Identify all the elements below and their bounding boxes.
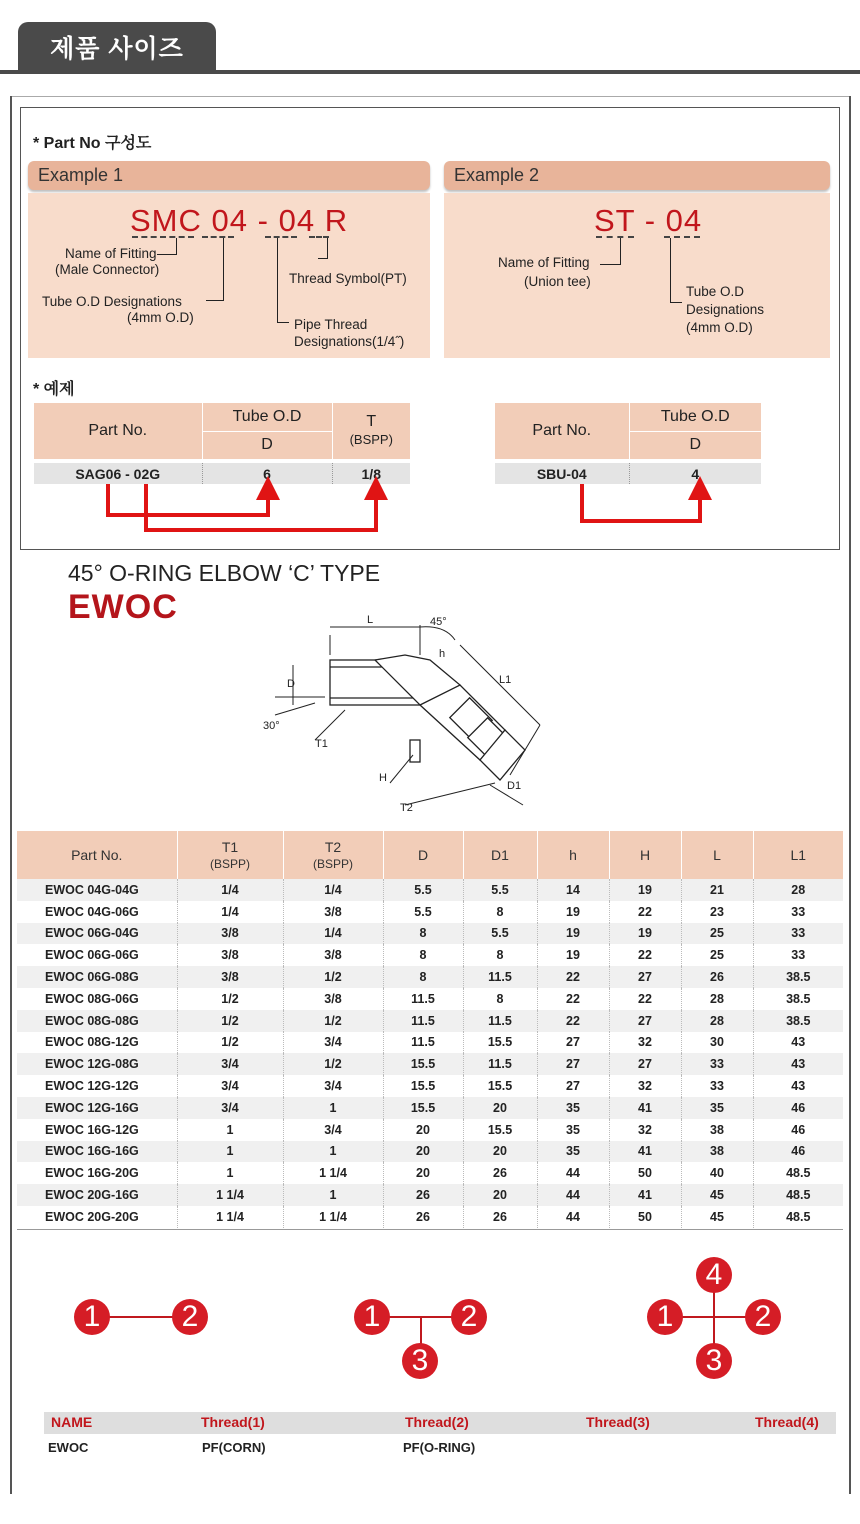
- code-04c: 04: [665, 203, 703, 238]
- table-cell: 38.5: [753, 1010, 843, 1032]
- table-cell: 33: [791, 948, 806, 963]
- label-pipe-thread: Pipe Thread: [294, 317, 368, 332]
- ex2-d: 4: [629, 463, 761, 484]
- table-cell: 27: [609, 966, 681, 988]
- table-cell: 8: [463, 944, 537, 966]
- table-cell: 8: [383, 944, 463, 966]
- table-cell: 15.5: [383, 1097, 463, 1119]
- table-cell: 33: [681, 1075, 753, 1097]
- table-cell: 1 1/4: [283, 1162, 383, 1184]
- table-cell: 15.5: [383, 1053, 463, 1075]
- table-cell: 44: [537, 1206, 609, 1228]
- table-cell: 30: [681, 1032, 753, 1054]
- cell-part-no: EWOC 04G-04G: [17, 879, 177, 901]
- table-cell: 43: [791, 1035, 806, 1050]
- dim-d: D: [287, 678, 295, 690]
- elbow-diagram: [255, 605, 555, 823]
- dim-t1: T1: [315, 738, 328, 750]
- label-male-connector: (Male Connector): [55, 262, 160, 277]
- cell-part-no: EWOC 06G-04G: [17, 923, 177, 945]
- col-l: L: [681, 831, 753, 879]
- table-row: [17, 879, 843, 901]
- code-st: ST: [594, 203, 636, 238]
- table-cell: 15.5: [463, 1032, 537, 1054]
- code-smc: SMC: [130, 203, 202, 238]
- dim-angle: 45°: [430, 616, 447, 628]
- spec-table-bottom-rule: [17, 1229, 843, 1230]
- ex1-h-part: Part No.: [34, 403, 202, 459]
- table-cell: 20: [383, 1141, 463, 1163]
- table-cell: 8: [463, 901, 537, 923]
- code-04a: 04: [211, 203, 248, 238]
- ex2-part: SBU-04: [495, 463, 629, 484]
- table-cell: 3/8: [177, 923, 283, 945]
- table-cell: 15.5: [463, 1075, 537, 1097]
- ex1-h-tube: Tube O.D: [202, 403, 332, 431]
- table-cell: 43: [791, 1079, 806, 1094]
- table-cell: 33: [791, 904, 806, 919]
- table-cell: 3/4: [283, 1075, 383, 1097]
- table-cell: 50: [609, 1206, 681, 1228]
- table-row: [17, 1141, 843, 1163]
- table-cell: 22: [537, 988, 609, 1010]
- ex2-h-d: D: [629, 431, 761, 459]
- table-cell: 26: [463, 1206, 537, 1228]
- col-big-h: H: [609, 831, 681, 879]
- label-thread-symbol: Thread Symbol(PT): [289, 271, 407, 286]
- table-cell: 1: [283, 1141, 383, 1163]
- table-cell: 20: [463, 1141, 537, 1163]
- ex1-h-t-sub: (BSPP): [349, 432, 393, 447]
- cell-part-no: EWOC 20G-20G: [17, 1206, 177, 1228]
- cell-part-no: EWOC 16G-12G: [17, 1119, 177, 1141]
- thread-h-1: Thread(1): [201, 1414, 265, 1430]
- port-1-b: 1: [354, 1299, 390, 1335]
- col-part-no: Part No.: [17, 831, 177, 879]
- table-cell: 8: [463, 988, 537, 1010]
- table-cell: 1: [177, 1119, 283, 1141]
- port-3-c: 3: [696, 1343, 732, 1379]
- table-cell: 45: [681, 1184, 753, 1206]
- table-row: [17, 1032, 843, 1054]
- table-cell: 48.5: [753, 1184, 843, 1206]
- table-cell: 5.5: [383, 901, 463, 923]
- table-cell: 11.5: [463, 1010, 537, 1032]
- part-no-title: * Part No 구성도: [33, 135, 152, 152]
- table-cell: 32: [609, 1119, 681, 1141]
- cell-part-no: EWOC 06G-08G: [17, 966, 177, 988]
- table-cell: 35: [537, 1141, 609, 1163]
- label2-union-tee: (Union tee): [524, 274, 591, 289]
- table-cell: 25: [681, 944, 753, 966]
- product-subtitle: 45° O-RING ELBOW ‘C’ TYPE: [68, 560, 381, 586]
- table-cell: 3/4: [283, 1119, 383, 1141]
- page-section-tab: 제품 사이즈: [18, 22, 216, 72]
- example-arrows: [0, 0, 860, 560]
- table-row: [17, 1010, 843, 1032]
- dim-30: 30°: [263, 720, 280, 732]
- example1-header: Example 1: [28, 161, 430, 190]
- thread-h-3: Thread(3): [586, 1414, 650, 1430]
- cell-part-no: EWOC 12G-16G: [17, 1097, 177, 1119]
- dim-t2: T2: [400, 802, 413, 814]
- table-cell: 11.5: [463, 966, 537, 988]
- table-cell: 3/4: [177, 1097, 283, 1119]
- table-cell: 35: [681, 1097, 753, 1119]
- table-cell: 46: [791, 1122, 806, 1137]
- table-cell: 3/8: [283, 988, 383, 1010]
- col-l1: L1: [753, 831, 843, 879]
- table-cell: 1/4: [283, 923, 383, 945]
- table-cell: 1/2: [283, 1010, 383, 1032]
- table-cell: 46: [753, 1141, 843, 1163]
- cell-part-no: EWOC 08G-08G: [17, 1010, 177, 1032]
- cell-part-no: EWOC 16G-16G: [17, 1141, 177, 1163]
- table-cell: 19: [537, 901, 609, 923]
- table-cell: 50: [609, 1162, 681, 1184]
- table-row: [17, 1075, 843, 1097]
- table-cell: 11.5: [383, 1032, 463, 1054]
- table-cell: 1 1/4: [177, 1206, 283, 1228]
- table-cell: 32: [609, 1075, 681, 1097]
- example-section-title: * 예제: [33, 381, 75, 398]
- table-cell: 11.5: [383, 988, 463, 1010]
- table-cell: 8: [383, 923, 463, 945]
- table-cell: 3/4: [177, 1075, 283, 1097]
- table-cell: 1: [177, 1141, 283, 1163]
- code-dash: -: [257, 203, 269, 238]
- spec-table: [17, 831, 843, 1228]
- table-cell: 11.5: [383, 1010, 463, 1032]
- cell-part-no: EWOC 08G-12G: [17, 1032, 177, 1054]
- table-cell: 1 1/4: [283, 1206, 383, 1228]
- thread-v-name: EWOC: [48, 1440, 89, 1455]
- port-2-a: 2: [172, 1299, 208, 1335]
- table-cell: 48.5: [786, 1209, 811, 1224]
- table-cell: 22: [609, 988, 681, 1010]
- example2-header: Example 2: [444, 161, 830, 190]
- table-cell: 1 1/4: [177, 1184, 283, 1206]
- table-cell: 3/4: [177, 1053, 283, 1075]
- dim-h: h: [439, 648, 446, 660]
- table-cell: 48.5: [786, 1166, 811, 1181]
- cell-part-no: EWOC 12G-08G: [17, 1053, 177, 1075]
- port-1-a: 1: [74, 1299, 110, 1335]
- table-cell: 3/4: [283, 1032, 383, 1054]
- thread-h-2: Thread(2): [405, 1414, 469, 1430]
- table-cell: 45: [681, 1206, 753, 1228]
- table-cell: 15.5: [463, 1119, 537, 1141]
- spec-header-row: [17, 831, 843, 879]
- ex2-h-part: Part No.: [495, 403, 629, 459]
- table-cell: 5.5: [463, 923, 537, 945]
- thread-h-4: Thread(4): [755, 1414, 819, 1430]
- table-cell: 22: [537, 966, 609, 988]
- table-cell: 27: [609, 1053, 681, 1075]
- cell-part-no: EWOC 08G-06G: [17, 988, 177, 1010]
- table-cell: 19: [609, 923, 681, 945]
- table-cell: 44: [537, 1162, 609, 1184]
- table-cell: 33: [753, 923, 843, 945]
- table-cell: 41: [609, 1097, 681, 1119]
- table-cell: 27: [537, 1053, 609, 1075]
- cell-part-no: EWOC 20G-16G: [17, 1184, 177, 1206]
- table-cell: 43: [753, 1053, 843, 1075]
- table-cell: 25: [681, 923, 753, 945]
- table-cell: 3/8: [283, 944, 383, 966]
- label-tube-od: Tube O.D Designations: [42, 294, 182, 309]
- table-cell: 19: [537, 923, 609, 945]
- label2-tube-od-sub: (4mm O.D): [686, 320, 753, 335]
- table-cell: 1: [177, 1162, 283, 1184]
- table-cell: 26: [463, 1162, 537, 1184]
- ex2-h-tube: Tube O.D: [629, 403, 761, 431]
- table-cell: 35: [537, 1119, 609, 1141]
- cell-part-no: EWOC 04G-06G: [17, 901, 177, 923]
- table-cell: 1/2: [177, 988, 283, 1010]
- table-cell: 23: [681, 901, 753, 923]
- label-name-of-fitting: Name of Fitting: [65, 246, 157, 261]
- table-cell: 28: [681, 988, 753, 1010]
- table-cell: 5.5: [463, 879, 537, 901]
- table-cell: 20: [463, 1097, 537, 1119]
- table-cell: 44: [537, 1184, 609, 1206]
- table-row: [17, 1162, 843, 1184]
- label2-name-of-fitting: Name of Fitting: [498, 255, 590, 270]
- table-row: [17, 988, 843, 1010]
- table-cell: 38.5: [753, 966, 843, 988]
- ex1-d: 6: [202, 463, 332, 484]
- port-2-b: 2: [451, 1299, 487, 1335]
- thread-h-name: NAME: [51, 1414, 93, 1430]
- cell-part-no: EWOC 16G-20G: [17, 1162, 177, 1184]
- table-row: [17, 944, 843, 966]
- ex1-h-t-main: T: [366, 413, 377, 430]
- dim-l1: L1: [499, 674, 512, 686]
- table-cell: 41: [609, 1184, 681, 1206]
- table-cell: 35: [537, 1097, 609, 1119]
- col-t2: T2 (BSPP): [283, 831, 383, 879]
- table-cell: 1/4: [177, 879, 283, 901]
- table-cell: 28: [681, 1010, 753, 1032]
- table-cell: 1/4: [283, 879, 383, 901]
- table-cell: 1: [283, 1097, 383, 1119]
- table-cell: 1/2: [283, 1053, 383, 1075]
- port-4-c: 4: [696, 1257, 732, 1293]
- table-cell: 38.5: [786, 991, 811, 1006]
- thread-v-2: PF(O-RING): [403, 1440, 476, 1455]
- table-cell: 27: [537, 1075, 609, 1097]
- table-row: [17, 923, 843, 945]
- cell-part-no: EWOC 06G-06G: [17, 944, 177, 966]
- table-cell: 21: [681, 879, 753, 901]
- col-d1: D1: [463, 831, 537, 879]
- table-cell: 19: [537, 944, 609, 966]
- table-cell: 27: [609, 1010, 681, 1032]
- table-cell: 11.5: [463, 1053, 537, 1075]
- label2-tube-od: Tube O.D: [686, 284, 745, 299]
- table-row: [17, 901, 843, 923]
- table-cell: 14: [537, 879, 609, 901]
- table-row: [17, 966, 843, 988]
- table-cell: 1/2: [177, 1032, 283, 1054]
- port-3-b: 3: [402, 1343, 438, 1379]
- table-cell: 22: [609, 901, 681, 923]
- table-cell: 20: [383, 1162, 463, 1184]
- code-dash2: -: [644, 203, 657, 238]
- table-cell: 41: [609, 1141, 681, 1163]
- table-cell: 32: [609, 1032, 681, 1054]
- table-cell: 22: [537, 1010, 609, 1032]
- table-cell: 1/4: [177, 901, 283, 923]
- table-cell: 20: [463, 1184, 537, 1206]
- ex1-t: 1/8: [332, 463, 410, 484]
- cell-part-no: EWOC 12G-12G: [17, 1075, 177, 1097]
- table-cell: 20: [383, 1119, 463, 1141]
- table-cell: 46: [753, 1097, 843, 1119]
- table-row: [17, 1206, 843, 1228]
- code-04b: 04: [278, 203, 316, 238]
- dim-d1: D1: [507, 780, 522, 792]
- port-1-c: 1: [647, 1299, 683, 1335]
- table-row: [17, 1097, 843, 1119]
- table-cell: 28: [753, 879, 843, 901]
- dim-l: L: [367, 614, 374, 626]
- thread-v-1: PF(CORN): [202, 1440, 266, 1455]
- col-d: D: [383, 831, 463, 879]
- table-cell: 3/8: [283, 901, 383, 923]
- table-cell: 38: [681, 1119, 753, 1141]
- label-tube-od-sub: (4mm O.D): [127, 310, 194, 325]
- ex1-h-d: D: [202, 431, 332, 459]
- table-cell: 26: [383, 1184, 463, 1206]
- table-row: [17, 1053, 843, 1075]
- product-title: EWOC: [68, 588, 178, 626]
- table-cell: 26: [681, 966, 753, 988]
- table-cell: 3/8: [177, 944, 283, 966]
- table-cell: 15.5: [383, 1075, 463, 1097]
- ex1-part: SAG06 - 02G: [34, 463, 202, 484]
- table-cell: 1/2: [177, 1010, 283, 1032]
- table-cell: 3/8: [177, 966, 283, 988]
- table-cell: 26: [383, 1206, 463, 1228]
- table-cell: 38: [681, 1141, 753, 1163]
- table-cell: 40: [681, 1162, 753, 1184]
- table-cell: 22: [609, 944, 681, 966]
- table-cell: 5.5: [383, 879, 463, 901]
- table-cell: 8: [383, 966, 463, 988]
- table-cell: 1: [283, 1184, 383, 1206]
- table-row: [17, 1119, 843, 1141]
- col-h: h: [537, 831, 609, 879]
- table-cell: 33: [681, 1053, 753, 1075]
- table-cell: 27: [537, 1032, 609, 1054]
- code-r: R: [324, 203, 349, 238]
- table-cell: 1/2: [283, 966, 383, 988]
- label2-designations: Designations: [686, 302, 765, 317]
- port-2-c: 2: [745, 1299, 781, 1335]
- table-row: [17, 1184, 843, 1206]
- table-cell: 19: [609, 879, 681, 901]
- dim-big-h: H: [379, 772, 387, 784]
- col-t1: T1 (BSPP): [177, 831, 283, 879]
- label-pipe-thread-sub: Designations(1/4˝): [294, 334, 405, 349]
